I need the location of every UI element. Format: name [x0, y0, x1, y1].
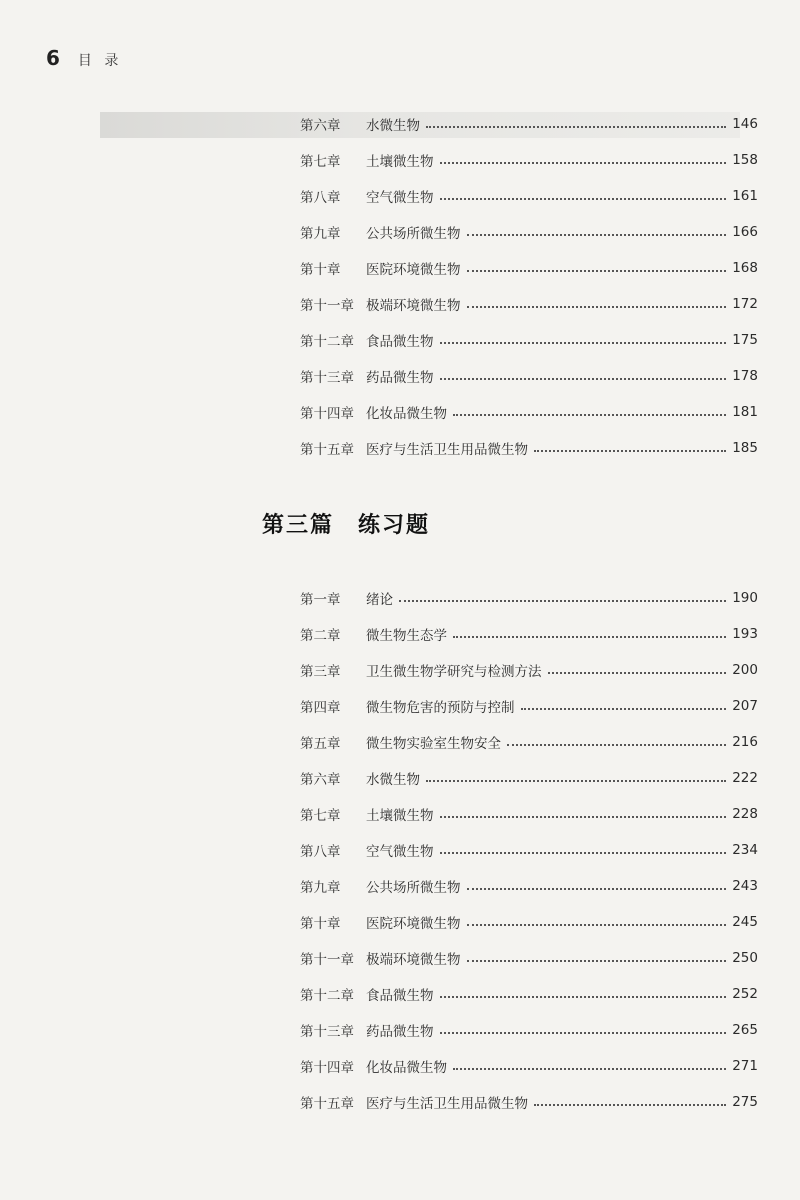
toc-page-number: 146 [732, 116, 758, 132]
toc-leader-dots [467, 956, 727, 962]
toc-chapter-title: 空气微生物 [366, 844, 434, 860]
toc-chapter-number: 第二章 [300, 628, 341, 644]
toc-chapter-number: 第九章 [300, 880, 341, 896]
toc-leader-dots [440, 158, 727, 164]
toc-page-number: 216 [732, 734, 758, 750]
toc-chapter-number: 第十章 [300, 916, 341, 932]
toc-entry[interactable] [300, 358, 758, 394]
toc-entry[interactable] [300, 940, 758, 976]
toc-chapter-number: 第七章 [300, 154, 341, 170]
toc-chapter-title: 公共场所微生物 [366, 226, 461, 242]
toc-leader-dots [426, 122, 726, 128]
toc-entry[interactable] [300, 1084, 758, 1120]
toc-entry[interactable] [300, 1048, 758, 1084]
toc-leader-dots [467, 230, 727, 236]
toc-chapter-number: 第十五章 [300, 1096, 354, 1112]
toc-entry[interactable] [300, 688, 758, 724]
toc-chapter-title: 土壤微生物 [366, 154, 434, 170]
part-title: 第三篇 练习题 [262, 513, 431, 538]
toc-chapter-title: 极端环境微生物 [366, 298, 461, 314]
toc-chapter-title: 微生物危害的预防与控制 [366, 700, 515, 716]
toc-leader-dots [440, 848, 727, 854]
toc-section-part2 [300, 106, 758, 466]
toc-chapter-title: 公共场所微生物 [366, 880, 461, 896]
toc-chapter-title: 水微生物 [366, 118, 420, 134]
toc-leader-dots [440, 194, 727, 200]
toc-entry[interactable] [300, 976, 758, 1012]
toc-chapter-title: 食品微生物 [366, 988, 434, 1004]
toc-chapter-number: 第一章 [300, 592, 341, 608]
toc-leader-dots [453, 1064, 726, 1070]
toc-page-number: 168 [732, 260, 758, 276]
toc-leader-dots [440, 992, 727, 998]
toc-chapter-title: 卫生微生物学研究与检测方法 [366, 664, 542, 680]
toc-chapter-title: 药品微生物 [366, 370, 434, 386]
toc-chapter-number: 第三章 [300, 664, 341, 680]
toc-leader-dots [440, 1028, 727, 1034]
toc-leader-dots [440, 812, 727, 818]
toc-page-number: 265 [732, 1022, 758, 1038]
toc-page-number: 234 [732, 842, 758, 858]
toc-page-number: 250 [732, 950, 758, 966]
toc-chapter-title: 极端环境微生物 [366, 952, 461, 968]
toc-entry[interactable] [300, 178, 758, 214]
toc-page-number: 172 [732, 296, 758, 312]
page-header [46, 46, 122, 70]
toc-entry[interactable] [300, 652, 758, 688]
toc-leader-dots [453, 410, 726, 416]
toc-page-number: 207 [732, 698, 758, 714]
toc-leader-dots [467, 302, 727, 308]
toc-page-number: 190 [732, 590, 758, 606]
toc-entry[interactable] [300, 1012, 758, 1048]
toc-chapter-title: 化妆品微生物 [366, 1060, 447, 1076]
toc-leader-dots [440, 374, 727, 380]
toc-chapter-number: 第六章 [300, 118, 341, 134]
toc-chapter-title: 医院环境微生物 [366, 262, 461, 278]
toc-entry[interactable] [300, 724, 758, 760]
toc-chapter-number: 第七章 [300, 808, 341, 824]
toc-entry[interactable] [300, 832, 758, 868]
toc-entry[interactable] [300, 760, 758, 796]
toc-page-number: 178 [732, 368, 758, 384]
toc-chapter-number: 第十章 [300, 262, 341, 278]
toc-entry[interactable] [300, 214, 758, 250]
toc-page-number: 193 [732, 626, 758, 642]
toc-entry[interactable] [300, 616, 758, 652]
toc-entry[interactable] [300, 868, 758, 904]
toc-chapter-title: 空气微生物 [366, 190, 434, 206]
toc-chapter-number: 第十四章 [300, 1060, 354, 1076]
toc-chapter-number: 第八章 [300, 190, 341, 206]
toc-leader-dots [507, 740, 726, 746]
toc-chapter-number: 第十四章 [300, 406, 354, 422]
toc-chapter-number: 第九章 [300, 226, 341, 242]
toc-entry[interactable] [300, 286, 758, 322]
toc-leader-dots [521, 704, 727, 710]
toc-chapter-number: 第五章 [300, 736, 341, 752]
toc-chapter-title: 食品微生物 [366, 334, 434, 350]
header-title: 目 录 [77, 53, 123, 69]
toc-chapter-number: 第四章 [300, 700, 341, 716]
toc-page-number: 245 [732, 914, 758, 930]
toc-section-part3 [300, 580, 758, 1120]
toc-page-number: 252 [732, 986, 758, 1002]
toc-entry[interactable] [300, 322, 758, 358]
toc-chapter-title: 水微生物 [366, 772, 420, 788]
toc-chapter-number: 第十二章 [300, 334, 354, 350]
toc-chapter-number: 第十三章 [300, 1024, 354, 1040]
toc-leader-dots [548, 668, 727, 674]
toc-entry[interactable] [300, 796, 758, 832]
toc-chapter-number: 第八章 [300, 844, 341, 860]
toc-entry[interactable] [300, 250, 758, 286]
toc-page-number: 166 [732, 224, 758, 240]
toc-entry[interactable] [300, 106, 758, 142]
toc-chapter-number: 第十三章 [300, 370, 354, 386]
toc-chapter-title: 医疗与生活卫生用品微生物 [366, 442, 528, 458]
toc-chapter-title: 土壤微生物 [366, 808, 434, 824]
page-number: 6 [46, 46, 60, 70]
toc-chapter-title: 微生物实验室生物安全 [366, 736, 501, 752]
toc-leader-dots [467, 920, 727, 926]
toc-chapter-number: 第十一章 [300, 298, 354, 314]
toc-page-number: 175 [732, 332, 758, 348]
toc-chapter-number: 第十二章 [300, 988, 354, 1004]
toc-page-number: 200 [732, 662, 758, 678]
toc-page-number: 243 [732, 878, 758, 894]
toc-leader-dots [534, 1100, 726, 1106]
toc-chapter-number: 第十一章 [300, 952, 354, 968]
toc-chapter-title: 医院环境微生物 [366, 916, 461, 932]
toc-page-number: 228 [732, 806, 758, 822]
toc-chapter-title: 医疗与生活卫生用品微生物 [366, 1096, 528, 1112]
toc-leader-dots [534, 446, 726, 452]
toc-chapter-number: 第六章 [300, 772, 341, 788]
toc-leader-dots [440, 338, 727, 344]
toc-page-number: 275 [732, 1094, 758, 1110]
toc-chapter-title: 药品微生物 [366, 1024, 434, 1040]
toc-entry[interactable] [300, 430, 758, 466]
toc-entry[interactable] [300, 580, 758, 616]
toc-page-number: 185 [732, 440, 758, 456]
toc-leader-dots [453, 632, 726, 638]
toc-chapter-title: 绪论 [366, 592, 393, 608]
toc-leader-dots [399, 596, 726, 602]
toc-entry[interactable] [300, 904, 758, 940]
toc-leader-dots [426, 776, 726, 782]
toc-entry[interactable] [300, 142, 758, 178]
toc-entry[interactable] [300, 394, 758, 430]
toc-page-number: 158 [732, 152, 758, 168]
toc-leader-dots [467, 266, 727, 272]
toc-chapter-number: 第十五章 [300, 442, 354, 458]
toc-page-number: 271 [732, 1058, 758, 1074]
toc-chapter-title: 化妆品微生物 [366, 406, 447, 422]
toc-page-number: 222 [732, 770, 758, 786]
toc-leader-dots [467, 884, 727, 890]
toc-page-number: 161 [732, 188, 758, 204]
toc-chapter-title: 微生物生态学 [366, 628, 447, 644]
toc-page-number: 181 [732, 404, 758, 420]
